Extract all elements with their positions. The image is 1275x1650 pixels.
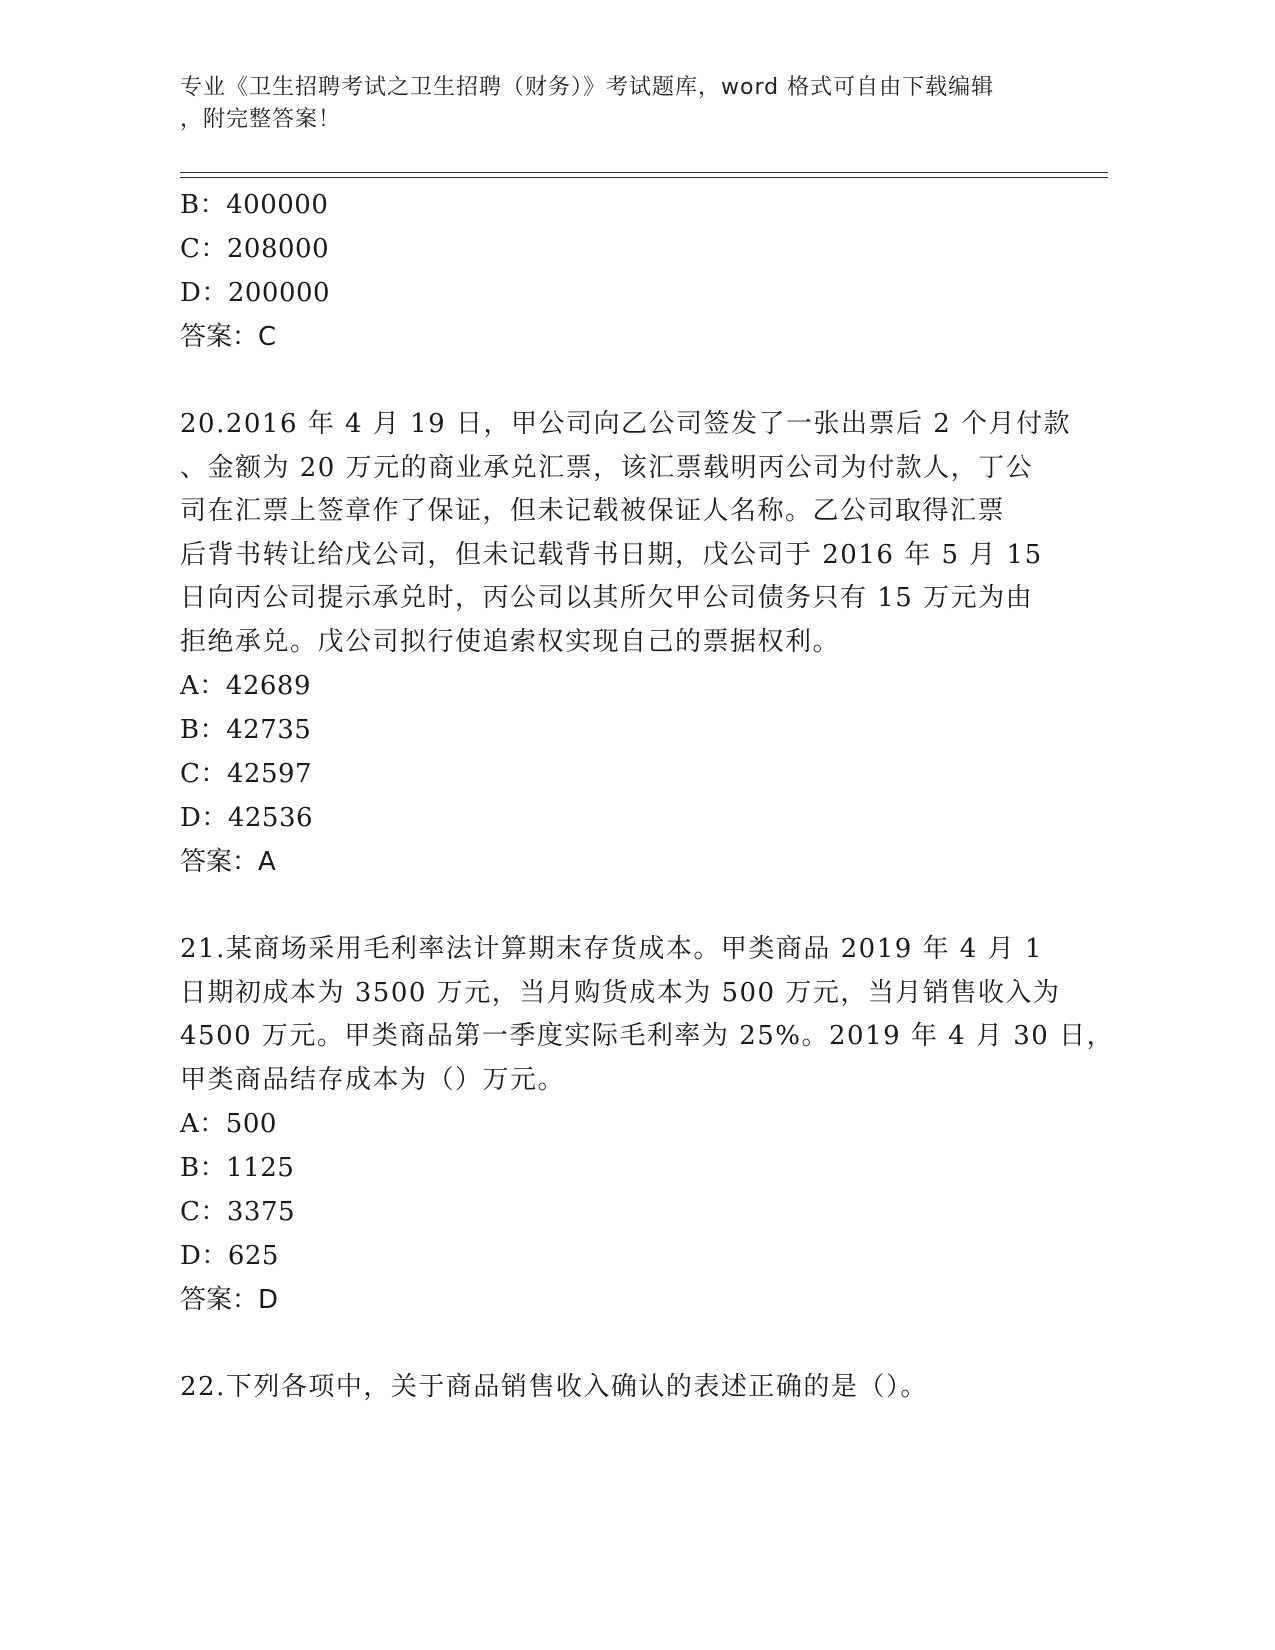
option-b: B：400000 (180, 190, 329, 220)
spacer (180, 1322, 1060, 1366)
question-text (180, 928, 1115, 1102)
question-line: 4500 万元。甲类商品第一季度实际毛利率为 25%。2019 年 4 月 30 日， (180, 1021, 1115, 1051)
question-line: 日期初成本为 3500 万元，当月购货成本为 500 万元，当月销售收入为 (180, 977, 1061, 1008)
option-d: D：625 (180, 1241, 279, 1271)
option-a: A：500 (180, 1109, 277, 1139)
question-line: 、金额为 20 万元的商业承兑汇票，该汇票载明丙公司为付款人，丁公 (180, 452, 1034, 483)
option-b: B：1125 (180, 1153, 295, 1183)
question-line: 拒绝承兑。戊公司拟行使追索权实现自己的票据权利。 (180, 626, 841, 657)
question-19-tail (180, 183, 1060, 359)
document-body (180, 183, 1115, 1410)
question-line: 甲类商品结存成本为（）万元。 (180, 1064, 566, 1095)
question-line: 20.2016 年 4 月 19 日，甲公司向乙公司签发了一张出票后 2 个月付款 (180, 409, 1072, 439)
option-c: C：208000 (180, 234, 330, 264)
header-divider-bottom (180, 177, 1108, 178)
option-d: D：200000 (180, 278, 331, 308)
spacer (180, 884, 1060, 928)
question-line: 司在汇票上签章作了保证，但未记载被保证人名称。乙公司取得汇票 (180, 496, 1006, 526)
option-b: B：42735 (180, 715, 312, 745)
question-line: 21.某商场采用毛利率法计算期末存货成本。甲类商品 2019 年 4 月 1 (180, 934, 1043, 964)
header-divider-top (180, 172, 1108, 173)
question-22 (180, 1366, 1060, 1410)
question-21 (180, 928, 1115, 1322)
option-d: D：42536 (180, 803, 314, 833)
header-line-2: ，附完整答案！ (180, 107, 342, 132)
spacer (180, 359, 1060, 403)
question-line: 后背书转让给戊公司，但未记载背书日期，戊公司于 2016 年 5 月 15 (180, 539, 1043, 570)
option-c: C：3375 (180, 1197, 296, 1227)
question-20 (180, 403, 1072, 884)
question-text (180, 1366, 1030, 1410)
option-c: C：42597 (180, 759, 313, 789)
answer-line: 答案：D (180, 1285, 279, 1315)
question-text (180, 403, 1072, 664)
question-line: 22.下列各项中，关于商品销售收入确认的表述正确的是（）。 (180, 1372, 928, 1402)
answer-line: 答案：C (180, 322, 277, 352)
header-line-1: 专业《卫生招聘考试之卫生招聘（财务）》考试题库，word 格式可自由下载编辑 (180, 75, 995, 100)
option-a: A：42689 (180, 671, 311, 701)
question-line: 日向丙公司提示承兑时，丙公司以其所欠甲公司债务只有 15 万元为由 (180, 583, 1034, 613)
answer-line: 答案：A (180, 847, 276, 877)
document-header (180, 72, 1040, 136)
